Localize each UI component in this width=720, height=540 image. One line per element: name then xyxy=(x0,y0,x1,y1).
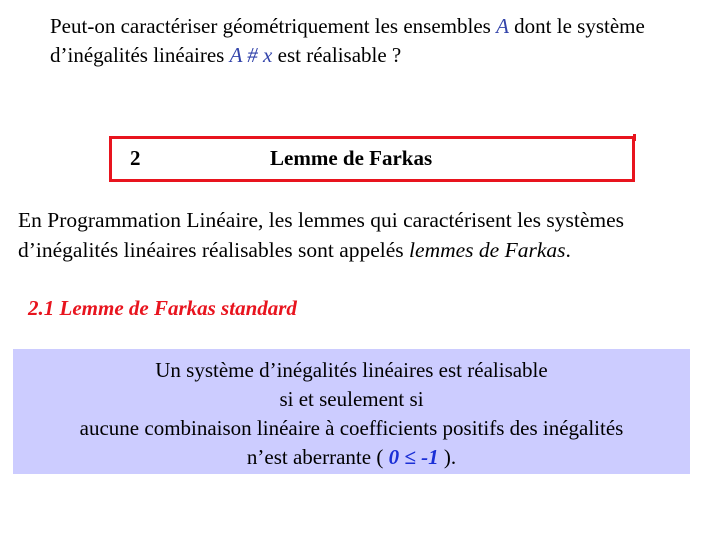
section-number: 2 xyxy=(130,146,141,170)
theorem-line-4 xyxy=(13,443,690,472)
intro-text-2: dont le système d’inégalités linéaires xyxy=(50,14,645,67)
theorem-line-2: si et seulement si xyxy=(279,387,424,411)
intro-question xyxy=(50,12,690,70)
aberrant-inequality: 0 ≤ -1 xyxy=(388,445,439,469)
section-title: Lemme de Farkas xyxy=(270,146,433,170)
paragraph-end: . xyxy=(565,238,571,262)
theorem-line-4-pre: n’est aberrante ( xyxy=(246,445,389,469)
paragraph-emphasis: lemmes de Farkas xyxy=(409,238,566,262)
intro-text-1: Peut-on caractériser géométriquement les ensembles xyxy=(50,14,497,38)
theorem-statement xyxy=(13,356,690,472)
set-A-symbol: A xyxy=(496,14,509,38)
intro-text-3: est réalisable ? xyxy=(272,43,402,67)
theorem-line-1: Un système d’inégalités linéaires est réalisable xyxy=(155,358,548,382)
theorem-line-4-post: ). xyxy=(438,445,457,469)
theorem-line-3: aucune combinaison linéaire à coefficients positifs des inégalités xyxy=(79,416,624,440)
subsection-title: 2.1 Lemme de Farkas standard xyxy=(28,296,297,320)
intro-paragraph xyxy=(18,205,708,265)
paragraph-text: En Programmation Linéaire, les lemmes qui caractérisent les systèmes d’inégalités linéaires réalisables sont appelés xyxy=(18,208,624,262)
decorative-mark xyxy=(633,134,636,141)
inequality-expression: A # x xyxy=(229,43,273,67)
